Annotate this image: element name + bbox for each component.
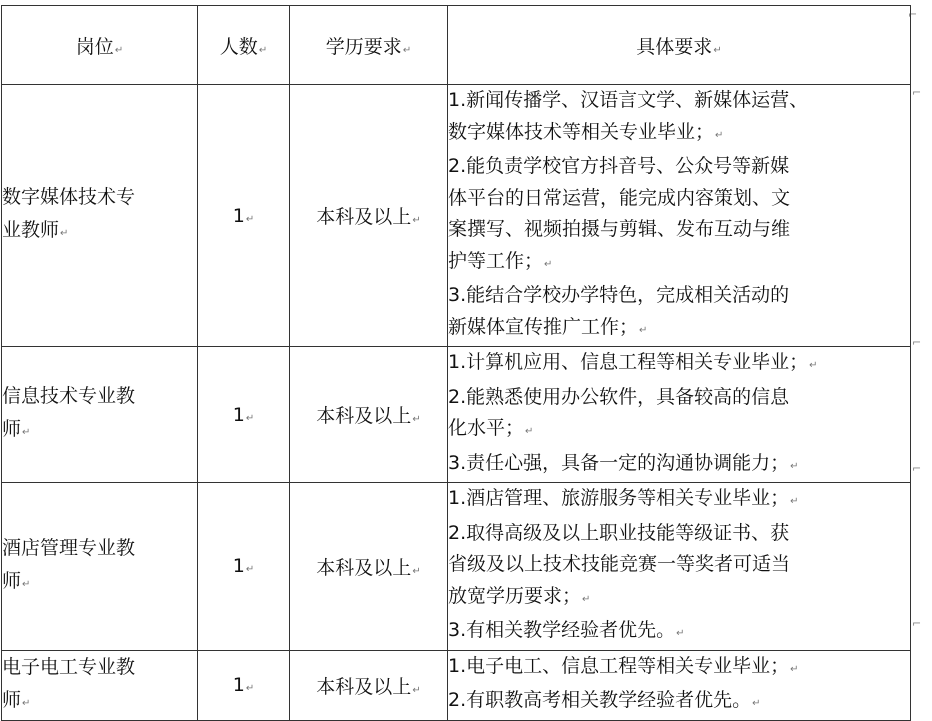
requirement-line: 3.有相关教学经验者优先。↵: [448, 619, 685, 641]
requirement-line: 案撰写、视频拍摄与剪辑、发布互动与维: [448, 218, 791, 240]
position-line: 业教师↵: [2, 219, 69, 241]
row-end-mark-icon: ⌐: [912, 617, 922, 630]
position-line: 电子电工专业教: [2, 655, 136, 678]
requirement-line: 省级及以上技术技能竞赛一等奖者可适当: [448, 553, 791, 575]
row-end-mark-icon: ⌐: [912, 462, 922, 475]
position-line: 数字媒体技术专: [2, 186, 136, 208]
requirement-line: 1.酒店管理、旅游服务等相关专业毕业；↵: [448, 487, 799, 509]
requirements-cell: [448, 650, 911, 720]
education-cell: 本科及以上↵: [290, 347, 448, 483]
position-cell: [2, 347, 198, 483]
requirement-line: 1.新闻传播学、汉语言文学、新媒体运营、: [448, 89, 809, 111]
requirement-line: 2.能熟悉使用办公软件，具备较高的信息: [448, 385, 790, 408]
table-header-row: [2, 6, 911, 85]
header-requirements: 具体要求↵: [448, 6, 911, 85]
position-line: 师↵: [2, 569, 31, 592]
table-row: [2, 483, 911, 651]
requirements-cell: [448, 347, 911, 483]
requirement-line: 2.有职教高考相关教学经验者优先。↵: [448, 689, 761, 711]
requirement-line: 数字媒体技术等相关专业毕业；↵: [448, 120, 724, 143]
requirement-line: 2.能负责学校官方抖音号、公众号等新媒: [448, 155, 790, 177]
count-cell: 1↵: [198, 483, 290, 651]
position-cell: [2, 85, 198, 347]
count-cell: 1↵: [198, 85, 290, 347]
requirement-line: 3.责任心强，具备一定的沟通协调能力；↵: [448, 451, 799, 474]
requirements-cell: [448, 483, 911, 651]
table-row: [2, 347, 911, 483]
header-position: 岗位↵: [2, 6, 198, 85]
table-row: [2, 650, 911, 720]
education-cell: 本科及以上↵: [290, 85, 448, 347]
count-cell: 1↵: [198, 347, 290, 483]
education-cell: 本科及以上↵: [290, 650, 448, 720]
requirement-line: 2.取得高级及以上职业技能等级证书、获: [448, 521, 790, 544]
requirement-line: 放宽学历要求；↵: [448, 584, 591, 607]
position-line: 师↵: [2, 688, 31, 711]
requirement-line: 3.能结合学校办学特色，完成相关活动的: [448, 284, 790, 306]
requirement-line: 体平台的日常运营，能完成内容策划、文: [448, 186, 791, 209]
requirement-line: 新媒体宣传推广工作；↵: [448, 315, 648, 338]
header-count: 人数↵: [198, 6, 290, 85]
row-end-mark-icon: ⌐: [912, 336, 922, 349]
position-line: 酒店管理专业教: [2, 536, 136, 559]
requirement-line: 1.计算机应用、信息工程等相关专业毕业；↵: [448, 351, 818, 373]
position-cell: [2, 483, 198, 651]
table-row: [2, 85, 911, 347]
requirement-line: 1.电子电工、信息工程等相关专业毕业；↵: [448, 654, 799, 677]
position-line: 师↵: [2, 418, 31, 440]
requirement-line: 化水平；↵: [448, 417, 534, 439]
row-end-mark-icon: ⌐: [912, 86, 922, 99]
education-cell: 本科及以上↵: [290, 483, 448, 651]
recruitment-table: [1, 5, 911, 721]
count-cell: 1↵: [198, 650, 290, 720]
requirements-cell: [448, 85, 911, 347]
header-education: 学历要求↵: [290, 6, 448, 85]
requirement-line: 护等工作；↵: [448, 249, 553, 272]
position-cell: [2, 650, 198, 720]
corner-mark-icon: ⌐: [908, 8, 918, 21]
position-line: 信息技术专业教: [2, 385, 136, 407]
